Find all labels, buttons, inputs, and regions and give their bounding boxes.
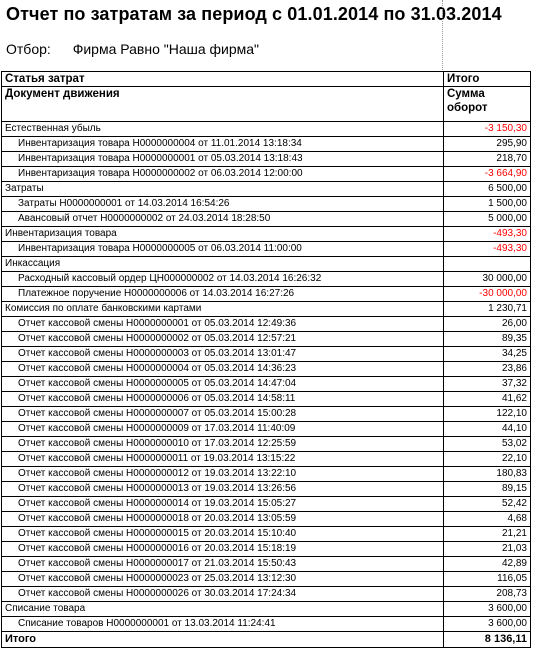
amount-cell: 21,03 [444, 542, 531, 557]
document-label: Отчет кассовой смены Н0000000007 от 05.03.2014 15:00:28 [2, 407, 444, 422]
group-row [2, 227, 531, 242]
detail-row [2, 242, 531, 257]
amount-cell: 1 500,00 [444, 197, 531, 212]
document-label: Инвентаризация товара Н0000000005 от 06.03.2014 11:00:00 [2, 242, 444, 257]
amount-cell: 1 230,71 [444, 302, 531, 317]
document-label: Отчет кассовой смены Н0000000015 от 20.03.2014 15:10:40 [2, 527, 444, 542]
column-divider [442, 0, 443, 72]
detail-row [2, 497, 531, 512]
group-label: Инкассация [2, 257, 444, 272]
amount-cell: 41,62 [444, 392, 531, 407]
document-label: Отчет кассовой смены Н0000000018 от 20.03.2014 13:05:59 [2, 512, 444, 527]
filter-value: Фирма Равно "Наша фирма" [72, 41, 260, 57]
header-expense-item: Статья затрат [2, 72, 444, 87]
amount-cell: 116,05 [444, 572, 531, 587]
amount-cell: 21,21 [444, 527, 531, 542]
detail-row [2, 317, 531, 332]
document-label: Затраты Н0000000001 от 14.03.2014 16:54:26 [2, 197, 444, 212]
document-label: Отчет кассовой смены Н0000000014 от 19.03.2014 15:05:27 [2, 497, 444, 512]
document-label: Отчет кассовой смены Н0000000001 от 05.03.2014 12:49:36 [2, 317, 444, 332]
document-label: Отчет кассовой смены Н0000000012 от 19.03.2014 13:22:10 [2, 467, 444, 482]
detail-row [2, 407, 531, 422]
amount-cell: 6 500,00 [444, 182, 531, 197]
document-label: Списание товаров Н0000000001 от 13.03.2014 11:24:41 [2, 617, 444, 632]
document-label: Отчет кассовой смены Н0000000004 от 05.03.2014 14:36:23 [2, 362, 444, 377]
detail-row [2, 392, 531, 407]
header-amount-line2: оборот [447, 102, 488, 114]
document-label: Отчет кассовой смены Н0000000002 от 05.03.2014 12:57:21 [2, 332, 444, 347]
group-label: Инвентаризация товара [2, 227, 444, 242]
amount-cell: 53,02 [444, 437, 531, 452]
amount-cell: 295,90 [444, 137, 531, 152]
document-label: Инвентаризация товара Н0000000002 от 06.03.2014 12:00:00 [2, 167, 444, 182]
detail-row [2, 137, 531, 152]
amount-cell: 4,68 [444, 512, 531, 527]
header-row-2 [2, 87, 531, 122]
detail-row [2, 167, 531, 182]
detail-row [2, 512, 531, 527]
document-label: Отчет кассовой смены Н0000000005 от 05.03.2014 14:47:04 [2, 377, 444, 392]
document-label: Отчет кассовой смены Н0000000023 от 25.03.2014 13:12:30 [2, 572, 444, 587]
document-label: Отчет кассовой смены Н0000000017 от 21.03.2014 15:50:43 [2, 557, 444, 572]
amount-cell: -3 150,30 [444, 122, 531, 137]
amount-cell: 44,10 [444, 422, 531, 437]
detail-row [2, 272, 531, 287]
detail-row [2, 617, 531, 632]
total-row [2, 632, 531, 648]
amount-cell: 42,89 [444, 557, 531, 572]
document-label: Отчет кассовой смены Н0000000003 от 05.03.2014 13:01:47 [2, 347, 444, 362]
group-row [2, 122, 531, 137]
group-label: Комиссия по оплате банковскими картами [2, 302, 444, 317]
group-label: Естественная убыль [2, 122, 444, 137]
document-label: Отчет кассовой смены Н0000000011 от 19.03.2014 13:15:22 [2, 452, 444, 467]
report-table [1, 71, 531, 648]
amount-cell: 218,70 [444, 152, 531, 167]
amount-cell: 30 000,00 [444, 272, 531, 287]
group-label: Затраты [2, 182, 444, 197]
header-amount [444, 87, 531, 122]
amount-cell: 37,32 [444, 377, 531, 392]
amount-cell: 23,86 [444, 362, 531, 377]
detail-row [2, 152, 531, 167]
group-label: Списание товара [2, 602, 444, 617]
amount-cell: -3 664,90 [444, 167, 531, 182]
document-label: Инвентаризация товара Н0000000004 от 11.01.2014 13:18:34 [2, 137, 444, 152]
group-row [2, 257, 531, 272]
document-label: Отчет кассовой смены Н0000000026 от 30.03.2014 17:24:34 [2, 587, 444, 602]
filter-line [6, 41, 259, 57]
amount-cell: 180,83 [444, 467, 531, 482]
detail-row [2, 572, 531, 587]
amount-cell: 52,42 [444, 497, 531, 512]
amount-cell: 208,73 [444, 587, 531, 602]
document-label: Платежное поручение Н0000000006 от 14.03.2014 16:27:26 [2, 287, 444, 302]
document-label: Отчет кассовой смены Н0000000016 от 20.03.2014 15:18:19 [2, 542, 444, 557]
detail-row [2, 347, 531, 362]
detail-row [2, 287, 531, 302]
amount-cell: 3 600,00 [444, 602, 531, 617]
header-amount-line1: Сумма [447, 88, 485, 100]
detail-row [2, 437, 531, 452]
document-label: Авансовый отчет Н0000000002 от 24.03.2014 18:28:50 [2, 212, 444, 227]
group-row [2, 602, 531, 617]
detail-row [2, 542, 531, 557]
detail-row [2, 377, 531, 392]
document-label: Инвентаризация товара Н0000000001 от 05.03.2014 13:18:43 [2, 152, 444, 167]
detail-row [2, 527, 531, 542]
amount-cell: 89,35 [444, 332, 531, 347]
detail-row [2, 332, 531, 347]
header-row [2, 72, 531, 87]
detail-row [2, 197, 531, 212]
amount-cell: 5 000,00 [444, 212, 531, 227]
total-amount: 8 136,11 [444, 632, 531, 648]
amount-cell: 89,15 [444, 482, 531, 497]
amount-cell: 34,25 [444, 347, 531, 362]
detail-row [2, 362, 531, 377]
amount-cell: 3 600,00 [444, 617, 531, 632]
detail-row [2, 467, 531, 482]
document-label: Отчет кассовой смены Н0000000010 от 17.03.2014 12:25:59 [2, 437, 444, 452]
detail-row [2, 452, 531, 467]
document-label: Отчет кассовой смены Н0000000009 от 17.03.2014 11:40:09 [2, 422, 444, 437]
amount-cell: 26,00 [444, 317, 531, 332]
report-title: Отчет по затратам за период с 01.01.2014 по 31.03.2014 [6, 4, 502, 24]
detail-row [2, 212, 531, 227]
amount-cell: -30 000,00 [444, 287, 531, 302]
detail-row [2, 587, 531, 602]
detail-row [2, 482, 531, 497]
document-label: Отчет кассовой смены Н0000000013 от 19.03.2014 13:26:56 [2, 482, 444, 497]
group-row [2, 302, 531, 317]
amount-cell: 122,10 [444, 407, 531, 422]
detail-row [2, 557, 531, 572]
document-label: Расходный кассовый ордер ЦН000000002 от 14.03.2014 16:26:32 [2, 272, 444, 287]
total-label: Итого [2, 632, 444, 648]
amount-cell: -493,30 [444, 227, 531, 242]
document-label: Отчет кассовой смены Н0000000006 от 05.03.2014 14:58:11 [2, 392, 444, 407]
detail-row [2, 422, 531, 437]
amount-cell [444, 257, 531, 272]
group-row [2, 182, 531, 197]
header-total: Итого [444, 72, 531, 87]
filter-label: Отбор: [6, 41, 51, 57]
amount-cell: -493,30 [444, 242, 531, 257]
header-document: Документ движения [2, 87, 444, 122]
amount-cell: 22,10 [444, 452, 531, 467]
